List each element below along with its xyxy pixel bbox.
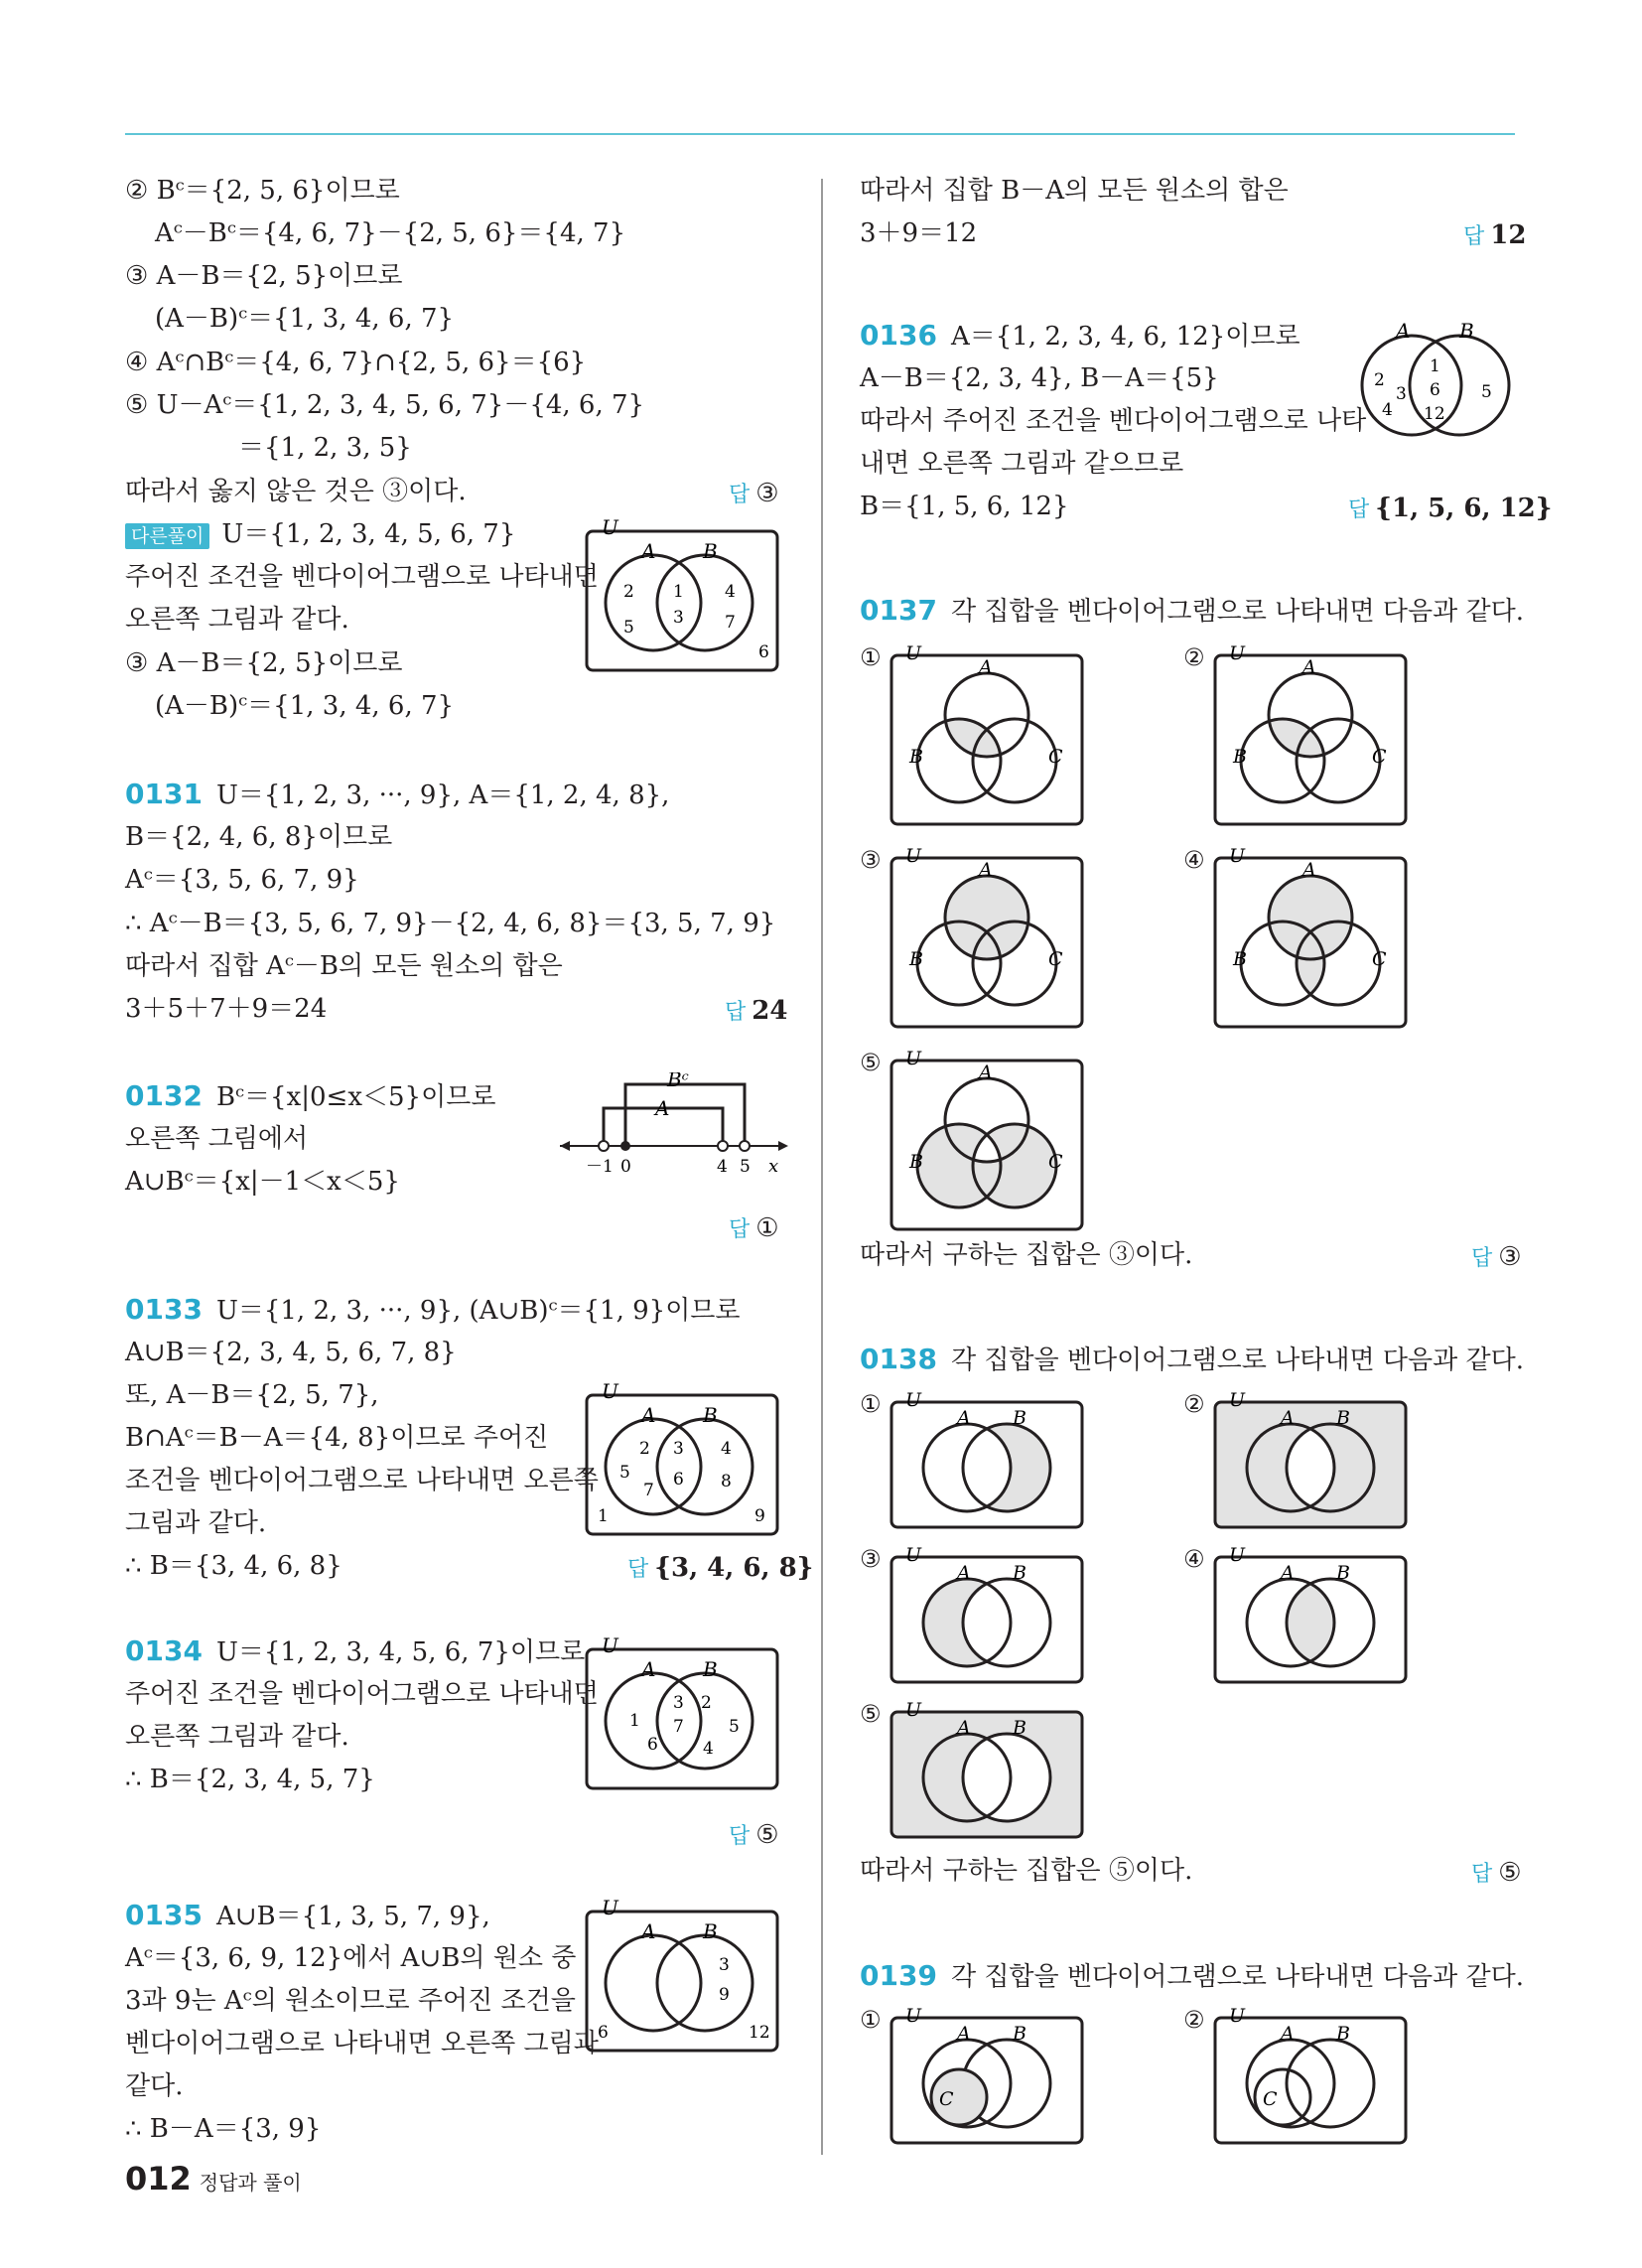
label-A: A xyxy=(641,1403,656,1427)
choice-number: ⑤ xyxy=(860,1049,882,1076)
label-B: B xyxy=(1336,1407,1350,1429)
page-number: 012 xyxy=(125,2160,192,2197)
choice-number: ④ xyxy=(1183,846,1205,874)
tick-label: 0 xyxy=(620,1157,631,1177)
answer-0138 xyxy=(1471,1857,1522,1888)
venn-3set xyxy=(888,643,1086,832)
choice-number: ② xyxy=(1183,1390,1205,1418)
sol-0135-line: ∴ B－A＝{3, 9} xyxy=(125,2114,322,2144)
answer-value: {1, 5, 6, 12} xyxy=(1375,494,1553,523)
label-U: U xyxy=(905,1390,922,1411)
sol-0132-line xyxy=(125,1080,495,1113)
element: 1 xyxy=(598,1506,609,1526)
tick-label: －1 xyxy=(586,1157,614,1177)
sol-0136-line: 내면 오른쪽 그림과 같으므로 xyxy=(860,449,1184,479)
label-U: U xyxy=(1229,846,1246,867)
sol-0132-line: A∪Bᶜ＝{x|－1＜x＜5} xyxy=(125,1167,400,1197)
sol-0130-line: Aᶜ－Bᶜ＝{4, 6, 7}－{2, 5, 6}＝{4, 7} xyxy=(155,218,626,248)
answer-label: 답 xyxy=(1471,1246,1493,1271)
page-footer xyxy=(125,2160,302,2197)
sol-0135-line xyxy=(125,1900,490,1932)
alt-solution-badge: 다른풀이 xyxy=(125,523,209,549)
sol-0134-line: 주어진 조건을 벤다이어그램으로 나타내면 xyxy=(125,1679,599,1709)
problem-number-0135: 0135 xyxy=(125,1899,203,1931)
venn-2set xyxy=(888,2006,1086,2145)
choice-number: ① xyxy=(860,1390,882,1418)
sol-0131-line: ∴ Aᶜ－B＝{3, 5, 6, 7, 9}－{2, 4, 6, 8}＝{3, 5, 7, 9} xyxy=(125,909,776,938)
sol-text: 각 집합을 벤다이어그램으로 나타내면 다음과 같다. xyxy=(950,597,1524,627)
element: 1 xyxy=(1430,356,1440,376)
answer-label: 답 xyxy=(729,1217,751,1242)
sol-0130-line: ② Bᶜ＝{2, 5, 6}이므로 xyxy=(125,176,400,206)
sol-text: 각 집합을 벤다이어그램으로 나타내면 다음과 같다. xyxy=(950,1962,1524,1992)
label-A: A xyxy=(1281,1562,1295,1584)
sol-0131-line xyxy=(125,779,669,811)
label-C: C xyxy=(1372,948,1387,970)
element: 6 xyxy=(1430,380,1440,400)
venn-diagram-0130 xyxy=(584,518,782,677)
element: 3 xyxy=(673,608,684,628)
sol-0135-line: 같다. xyxy=(125,2071,184,2101)
element: 2 xyxy=(1374,370,1385,390)
venn-diagram-0134 xyxy=(584,1636,782,1795)
number-line-0132 xyxy=(556,1072,794,1182)
sol-0130-line: ＝{1, 2, 3, 5} xyxy=(238,433,412,463)
label-A: A xyxy=(1302,656,1316,678)
sol-0130-line: 따라서 옳지 않은 것은 ③이다. xyxy=(125,477,467,506)
label-U: U xyxy=(905,1700,922,1721)
choice-number: ③ xyxy=(860,846,882,874)
label-U: U xyxy=(602,1382,618,1403)
choice-number: ⑤ xyxy=(860,1700,882,1728)
label-B: B xyxy=(909,1151,923,1173)
sol-0135-line: 벤다이어그램으로 나타내면 오른쪽 그림과 xyxy=(125,2029,599,2058)
sol-0131-line: 따라서 집합 Aᶜ－B의 모든 원소의 합은 xyxy=(125,951,563,981)
element: 3 xyxy=(673,1439,684,1459)
answer-0133 xyxy=(627,1552,813,1583)
element: 1 xyxy=(629,1711,640,1731)
problem-number-0134: 0134 xyxy=(125,1634,203,1667)
element: 12 xyxy=(1424,404,1445,424)
answer-0134 xyxy=(729,1819,779,1850)
sol-0135-line: 3과 9는 Aᶜ의 원소이므로 주어진 조건을 xyxy=(125,1986,576,2016)
sol-text: A∪B＝{1, 3, 5, 7, 9}, xyxy=(215,1902,490,1931)
label-B: B xyxy=(1013,1717,1026,1739)
footer-label: 정답과 풀이 xyxy=(199,2171,302,2195)
label-U: U xyxy=(905,1049,922,1069)
sol-0137-line xyxy=(860,595,1524,628)
label-B: B xyxy=(1233,746,1247,768)
element: 6 xyxy=(647,1735,658,1755)
answer-0132 xyxy=(729,1212,779,1243)
answer-value: ① xyxy=(755,1213,779,1243)
problem-number-0132: 0132 xyxy=(125,1079,203,1112)
element: 2 xyxy=(701,1693,712,1713)
sol-0131-line: Aᶜ＝{3, 5, 6, 7, 9} xyxy=(125,865,359,895)
sol-0134-line xyxy=(125,1635,585,1668)
label-B: B xyxy=(703,1403,718,1427)
label-B: B xyxy=(1013,1407,1026,1429)
element: 6 xyxy=(758,642,769,662)
answer-value: ③ xyxy=(1498,1242,1522,1272)
label-U: U xyxy=(905,643,922,664)
answer-0131 xyxy=(725,995,787,1026)
label-B: B xyxy=(703,1919,718,1943)
element: 1 xyxy=(673,582,684,602)
sol-0134-line: ∴ B＝{2, 3, 4, 5, 7} xyxy=(125,1765,375,1794)
sol-text: 각 집합을 벤다이어그램으로 나타내면 다음과 같다. xyxy=(950,1346,1524,1375)
venn-2set xyxy=(888,1545,1086,1684)
element: 4 xyxy=(703,1739,714,1759)
label-C: C xyxy=(939,2088,954,2110)
alt-solution-line: ③ A－B＝{2, 5}이므로 xyxy=(125,648,403,678)
element: 3 xyxy=(673,1693,684,1713)
sol-0138-line: 따라서 구하는 집합은 ⑤이다. xyxy=(860,1856,1193,1886)
answer-label: 답 xyxy=(729,1824,751,1849)
venn-diagram-0136 xyxy=(1348,316,1527,445)
element: 9 xyxy=(719,1985,730,2005)
label-A: A xyxy=(655,1096,670,1120)
element: 6 xyxy=(598,2023,609,2043)
sol-0133-line xyxy=(125,1294,741,1327)
venn-3set xyxy=(888,1049,1086,1237)
answer-0136 xyxy=(1348,493,1552,523)
label-C: C xyxy=(1372,746,1387,768)
problem-number-0138: 0138 xyxy=(860,1343,937,1375)
element: 3 xyxy=(1396,384,1407,404)
label-B: B xyxy=(909,948,923,970)
sol-0137-line: 따라서 구하는 집합은 ③이다. xyxy=(860,1240,1193,1270)
sol-0130-line: ④ Aᶜ∩Bᶜ＝{4, 6, 7}∩{2, 5, 6}＝{6} xyxy=(125,348,587,377)
answer-label: 답 xyxy=(725,1000,747,1025)
element: 5 xyxy=(729,1717,740,1737)
label-B: B xyxy=(1336,2023,1350,2045)
sol-0135-cont-line: 따라서 집합 B－A의 모든 원소의 합은 xyxy=(860,176,1289,206)
element: 4 xyxy=(721,1439,732,1459)
choice-number: ① xyxy=(860,643,882,671)
venn-3set xyxy=(888,846,1086,1035)
label-A: A xyxy=(979,656,993,678)
venn-3set xyxy=(1211,846,1410,1035)
sol-0133-line: 조건을 벤다이어그램으로 나타내면 오른쪽 xyxy=(125,1466,599,1495)
venn-2set xyxy=(1211,1545,1410,1684)
label-Bc: Bᶜ xyxy=(667,1072,689,1091)
element: 4 xyxy=(725,582,736,602)
sol-text: U＝{1, 2, 3, 4, 5, 6, 7}이므로 xyxy=(215,1637,586,1667)
label-U: U xyxy=(905,846,922,867)
sol-0136-line: 따라서 주어진 조건을 벤다이어그램으로 나타 xyxy=(860,406,1367,436)
label-B: B xyxy=(703,1657,718,1681)
element: 5 xyxy=(623,618,634,638)
element: 7 xyxy=(673,1717,684,1737)
label-A: A xyxy=(1281,1407,1295,1429)
label-C: C xyxy=(1048,1151,1063,1173)
sol-0133-line: A∪B＝{2, 3, 4, 5, 6, 7, 8} xyxy=(125,1338,457,1367)
alt-solution-line xyxy=(125,518,515,550)
element: 4 xyxy=(1382,400,1393,420)
label-B: B xyxy=(1336,1562,1350,1584)
element: 5 xyxy=(1481,382,1492,402)
label-C: C xyxy=(1048,948,1063,970)
sol-0136-line: B＝{1, 5, 6, 12} xyxy=(860,492,1069,521)
answer-label: 답 xyxy=(627,1557,649,1582)
sol-0132-line: 오른쪽 그림에서 xyxy=(125,1124,309,1154)
sol-text: U＝{1, 2, 3, ···, 9}, A＝{1, 2, 4, 8}, xyxy=(215,780,670,810)
element: 9 xyxy=(754,1506,765,1526)
answer-label: 답 xyxy=(1471,1862,1493,1887)
label-A: A xyxy=(641,1919,656,1943)
tick-label: 5 xyxy=(740,1157,751,1177)
venn-2set xyxy=(888,1390,1086,1529)
choice-number: ② xyxy=(1183,2006,1205,2034)
label-U: U xyxy=(602,518,618,539)
sol-0130-line: (A－B)ᶜ＝{1, 3, 4, 6, 7} xyxy=(155,304,455,334)
label-A: A xyxy=(957,1717,971,1739)
sol-0131-line: 3＋5＋7＋9＝24 xyxy=(125,994,328,1024)
label-A: A xyxy=(641,1657,656,1681)
problem-number-0137: 0137 xyxy=(860,594,937,627)
label-U: U xyxy=(905,1545,922,1566)
label-U: U xyxy=(1229,1545,1246,1566)
label-B: B xyxy=(703,539,718,563)
label-A: A xyxy=(979,1062,993,1083)
element: 2 xyxy=(639,1439,650,1459)
venn-2set xyxy=(1211,1390,1410,1529)
sol-0131-line: B＝{2, 4, 6, 8}이므로 xyxy=(125,822,393,852)
problem-number-0136: 0136 xyxy=(860,319,937,352)
sol-text: A＝{1, 2, 3, 4, 6, 12}이므로 xyxy=(950,322,1300,352)
answer-value: ③ xyxy=(755,479,779,508)
label-A: A xyxy=(957,1407,971,1429)
label-A: A xyxy=(1396,319,1411,343)
axis-label: x xyxy=(768,1156,779,1177)
sol-0133-line: B∩Aᶜ＝B－A＝{4, 8}이므로 주어진 xyxy=(125,1423,549,1453)
column-divider xyxy=(821,179,823,2155)
label-U: U xyxy=(1229,643,1246,664)
label-A: A xyxy=(641,539,656,563)
problem-number-0139: 0139 xyxy=(860,1959,937,1992)
answer-value: ⑤ xyxy=(755,1820,779,1850)
answer-label: 답 xyxy=(729,483,751,507)
sol-0130-line: ③ A－B＝{2, 5}이므로 xyxy=(125,261,403,291)
alt-solution-line: (A－B)ᶜ＝{1, 3, 4, 6, 7} xyxy=(155,691,455,721)
answer-0137 xyxy=(1471,1241,1522,1272)
sol-0135-line: Aᶜ＝{3, 6, 9, 12}에서 A∪B의 원소 중 xyxy=(125,1943,577,1973)
sol-0139-line xyxy=(860,1960,1524,1993)
label-A: A xyxy=(979,859,993,881)
sol-0136-line xyxy=(860,320,1300,353)
label-A: A xyxy=(957,1562,971,1584)
label-B: B xyxy=(1459,319,1474,343)
venn-diagram-0135 xyxy=(584,1899,782,2057)
label-B: B xyxy=(1013,1562,1026,1584)
venn-3set xyxy=(1211,643,1410,832)
element: 7 xyxy=(643,1481,654,1500)
label-C: C xyxy=(1048,746,1063,768)
sol-0133-line: ∴ B＝{3, 4, 6, 8} xyxy=(125,1551,342,1581)
answer-value: {3, 4, 6, 8} xyxy=(654,1553,814,1583)
top-rule xyxy=(125,133,1515,135)
label-A: A xyxy=(1302,859,1316,881)
element: 7 xyxy=(725,613,736,633)
label-B: B xyxy=(1013,2023,1026,2045)
label-B: B xyxy=(1233,948,1247,970)
element: 12 xyxy=(749,2023,770,2043)
label-B: B xyxy=(909,746,923,768)
element: 3 xyxy=(719,1955,730,1975)
label-U: U xyxy=(905,2006,922,2027)
sol-0133-line: 또, A－B＝{2, 5, 7}, xyxy=(125,1380,379,1410)
problem-number-0131: 0131 xyxy=(125,778,203,810)
answer-0130 xyxy=(729,478,779,508)
problem-number-0133: 0133 xyxy=(125,1293,203,1326)
sol-0138-line xyxy=(860,1344,1524,1376)
answer-label: 답 xyxy=(1348,497,1370,522)
sol-0136-line: A－B＝{2, 3, 4}, B－A＝{5} xyxy=(860,363,1219,393)
choice-number: ② xyxy=(1183,643,1205,671)
tick-label: 4 xyxy=(717,1157,728,1177)
sol-0130-line: ⑤ U－Aᶜ＝{1, 2, 3, 4, 5, 6, 7}－{4, 6, 7} xyxy=(125,390,645,420)
sol-text: U＝{1, 2, 3, ···, 9}, (A∪B)ᶜ＝{1, 9}이므로 xyxy=(215,1296,741,1326)
answer-value: 12 xyxy=(1490,220,1527,250)
venn-2set xyxy=(888,1700,1086,1839)
element: 6 xyxy=(673,1470,684,1489)
answer-0135 xyxy=(1463,219,1526,250)
element: 2 xyxy=(623,582,634,602)
alt-solution-line: 오른쪽 그림과 같다. xyxy=(125,605,349,635)
choice-number: ① xyxy=(860,2006,882,2034)
element: 8 xyxy=(721,1472,732,1491)
label-C: C xyxy=(1263,2088,1278,2110)
answer-value: 24 xyxy=(752,996,788,1026)
sol-text: Bᶜ＝{x|0≤x＜5}이므로 xyxy=(215,1082,496,1112)
alt-text: U＝{1, 2, 3, 4, 5, 6, 7} xyxy=(221,519,516,549)
alt-solution-line: 주어진 조건을 벤다이어그램으로 나타내면 xyxy=(125,562,599,592)
label-A: A xyxy=(1281,2023,1295,2045)
label-U: U xyxy=(1229,2006,1246,2027)
venn-diagram-0133 xyxy=(584,1382,782,1541)
label-U: U xyxy=(602,1636,618,1657)
answer-label: 답 xyxy=(1463,224,1485,249)
choice-number: ③ xyxy=(860,1545,882,1573)
sol-0135-cont-line: 3＋9＝12 xyxy=(860,218,978,248)
label-A: A xyxy=(957,2023,971,2045)
venn-2set xyxy=(1211,2006,1410,2145)
answer-value: ⑤ xyxy=(1498,1858,1522,1888)
sol-0133-line: 그림과 같다. xyxy=(125,1508,267,1538)
element: 5 xyxy=(619,1463,630,1483)
label-U: U xyxy=(1229,1390,1246,1411)
choice-number: ④ xyxy=(1183,1545,1205,1573)
label-U: U xyxy=(602,1899,618,1919)
sol-0134-line: 오른쪽 그림과 같다. xyxy=(125,1722,349,1752)
